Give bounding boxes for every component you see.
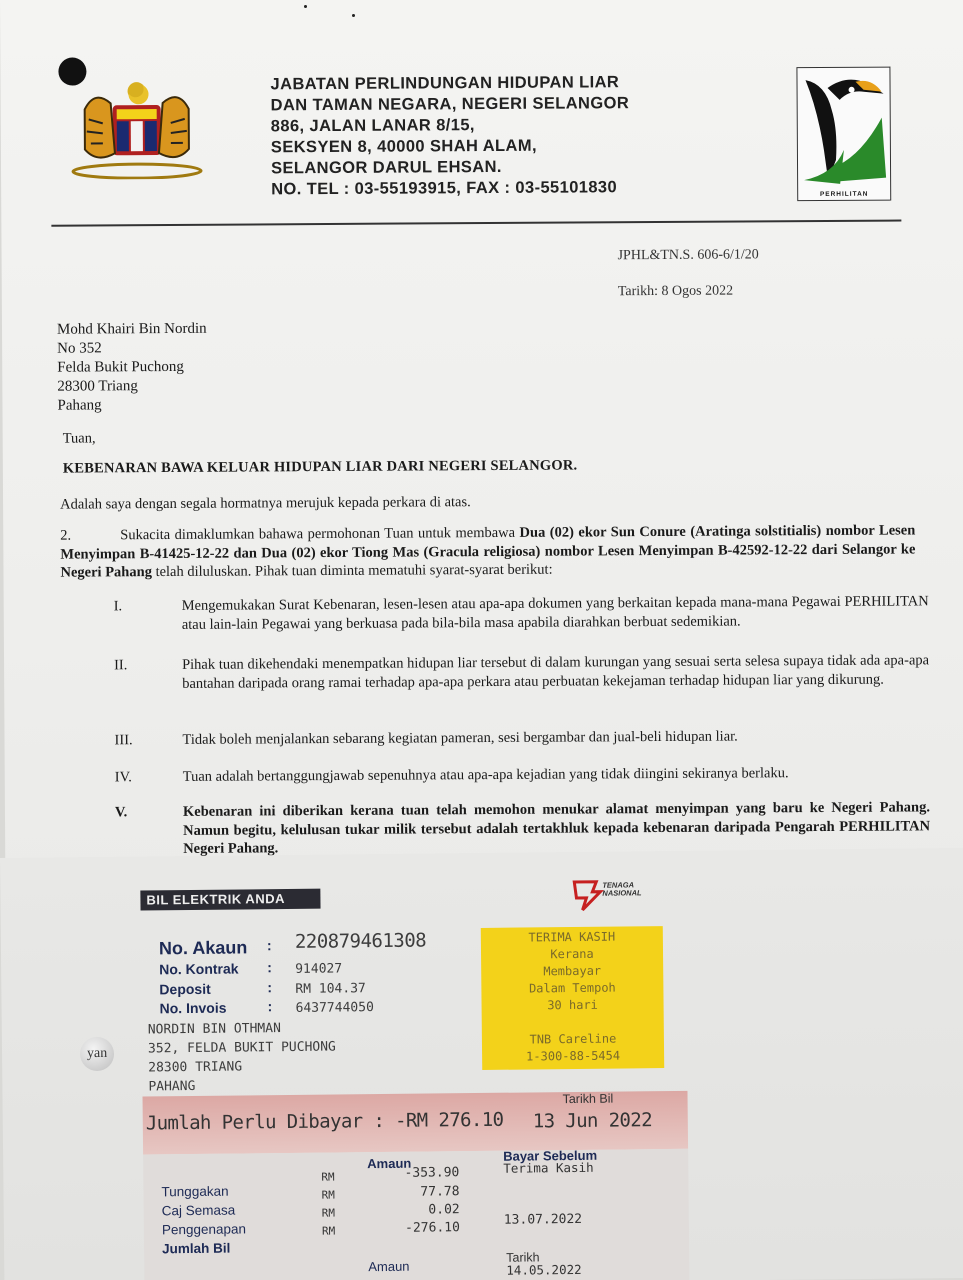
condition-item (114, 651, 929, 693)
colon: : (266, 937, 272, 954)
row-label: Tunggakan (161, 1183, 229, 1200)
amount-column-header: Amaun (367, 1155, 412, 1172)
recipient-line: Pahang (57, 397, 102, 414)
bill-header: BIL ELEKTRIK ANDA (140, 889, 320, 911)
org-line: DAN TAMAN NEGARA, NEGERI SELANGOR (270, 94, 630, 115)
recipient-address (57, 320, 207, 416)
thanks-line: Kerana (550, 946, 594, 962)
paragraph-text: Sukacita dimaklumkan bahawa permohonan Tuan untuk membawa (120, 524, 520, 544)
contract-number-label: No. Kontrak (159, 960, 239, 978)
paragraph-bold-text: Dua (02) ekor Sun Conure (Aratinga solstitialis) nombor Lesen Menyimpan B-41425-12-22 dan Dua (02) ekor Tiong Mas (Gracula religiosa) nombor Lesen Menyimpan B-42592-12-22 dari Selangor ke Negeri Pahang (60, 522, 916, 581)
letter-subject: KEBENARAN BAWA KELUAR HIDUPAN LIAR DARI NEGERI SELANGOR. (62, 457, 578, 477)
row-label: Caj Semasa (161, 1202, 236, 1219)
colon: : (267, 959, 272, 976)
org-line: JABATAN PERLINDUNGAN HIDUPAN LIAR (270, 73, 620, 94)
logo-caption: PERHILITAN (819, 190, 869, 198)
tnb-brand-line: NASIONAL (602, 888, 642, 898)
condition-text: Pihak tuan dikehendaki menempatkan hidupan liar tersebut di dalam kurungan yang sesuai serta selesa supaya tidak ada apa-apa bantahan daripada orang ramai terhadap apa-apa perkara atau perbuatan kekejaman terhadap hidupan liar yang dikurung. (182, 652, 930, 692)
row-label: Penggenapan (161, 1221, 247, 1238)
recipient-line: Felda Bukit Puchong (57, 358, 184, 376)
invoice-number-label: No. Invois (159, 999, 227, 1017)
condition-text: Kebenaran ini diberikan kerana tuan telah memohon menukar alamat menyimpan yang baru ke Negeri Pahang. Namun begitu, kelulusan tukar milik tersebut adalah tertakhluk kepada kebenaran daripada Pengarah PERHILITAN Negeri Pahang. (182, 799, 931, 857)
margin-note-badge: yan (80, 1037, 114, 1071)
paragraph-1: Adalah saya dengan segala hormatnya merujuk kepada perkara di atas. (60, 494, 471, 513)
careline-label: TNB Careline (529, 1031, 617, 1047)
row-amount: -353.90 (404, 1165, 460, 1181)
condition-item (114, 592, 929, 634)
speck (304, 5, 307, 8)
recipient-line: No 352 (57, 340, 102, 357)
currency-label: RM (321, 1170, 335, 1184)
thanks-line: Dalam Tempoh (528, 980, 616, 996)
customer-address-line: NORDIN BIN OTHMAN (147, 1021, 281, 1038)
condition-numeral: III. (114, 732, 133, 749)
account-number-value: 220879461308 (294, 929, 427, 953)
amount-due: Jumlah Perlu Dibayar : -RM 276.10 (145, 1108, 504, 1135)
organization-header (270, 72, 629, 200)
tnb-brand-text (602, 881, 641, 897)
org-line: NO. TEL : 03-55193915, FAX : 03-55101830 (271, 178, 618, 199)
careline-number: 1-300-88-5454 (526, 1048, 621, 1064)
org-line: SEKSYEN 8, 40000 SHAH ALAM, (270, 136, 537, 157)
recipient-line: Mohd Khairi Bin Nordin (56, 320, 207, 338)
amount-label-2: Amaun (368, 1258, 410, 1275)
date-value-2: 14.05.2022 (506, 1261, 582, 1278)
thank-you-small: Terima Kasih (503, 1159, 594, 1176)
condition-numeral: I. (113, 598, 123, 615)
spacer (482, 1013, 664, 1032)
condition-text: Tuan adalah bertanggungjawab sepenuhnya atau apa-apa kejadian yang tidak diingini sekiranya berlaku. (182, 765, 789, 785)
currency-label: RM (321, 1188, 335, 1202)
customer-address-line: 28300 TRIANG (148, 1059, 243, 1076)
row-amount: 77.78 (420, 1184, 460, 1200)
thanks-line: TERIMA KASIH (528, 929, 616, 945)
customer-address (148, 1018, 337, 1096)
condition-text: Mengemukakan Surat Kebenaran, lesen-lesen atau apa-apa dokumen yang berkaitan kepada mana-mana Pegawai PERHILITAN atau lain-lain Pegawai yang berkuasa pada bila-bila masa apabila diarahkan berbuat sedemikian. (181, 593, 929, 633)
row-amount: 0.02 (428, 1202, 460, 1218)
date-label-2: Tarikh (506, 1250, 540, 1265)
row-amount: -276.10 (405, 1220, 460, 1236)
invoice-number-value: 6437744050 (295, 1000, 374, 1016)
malaysia-coat-of-arms-icon (66, 79, 207, 180)
thank-you-box (481, 926, 664, 1070)
salutation: Tuan, (62, 430, 96, 447)
paragraph-number: 2. (60, 527, 72, 544)
customer-address-line: PAHANG (148, 1078, 196, 1095)
deposit-label: Deposit (159, 980, 211, 998)
header-divider (51, 219, 901, 226)
recipient-line: 28300 Triang (57, 378, 138, 395)
reference-number: JPHL&TN.S. 606-6/1/20 (617, 247, 759, 264)
currency-label: RM (321, 1224, 336, 1238)
due-date: 13.07.2022 (503, 1211, 583, 1228)
letter-date: Tarikh: 8 Ogos 2022 (617, 283, 734, 300)
condition-numeral: II. (114, 657, 128, 674)
paragraph-text: telah diluluskan. Pihak tuan diminta mematuhi syarat-syarat berikut: (151, 561, 553, 581)
paragraph-2 (60, 521, 915, 582)
customer-address-line: 352, FELDA BUKIT PUCHONG (147, 1039, 336, 1057)
org-line: 886, JALAN LANAR 8/15, (270, 116, 475, 136)
bill-date-value: 13 Jun 2022 (532, 1109, 653, 1133)
thanks-line: 30 hari (547, 997, 598, 1013)
account-number-label: No. Akaun (158, 937, 248, 959)
colon: : (267, 998, 273, 1015)
condition-item (115, 763, 930, 786)
colon: : (267, 979, 273, 996)
condition-numeral: V. (114, 804, 128, 821)
perhilitan-logo (796, 67, 891, 202)
speck (352, 14, 355, 17)
condition-numeral: IV. (114, 769, 132, 786)
row-label: Jumlah Bil (162, 1240, 231, 1257)
thanks-line: Membayar (543, 963, 602, 979)
electricity-bill (0, 848, 963, 1280)
deposit-value: RM 104.37 (295, 981, 366, 997)
pay-before-header: Bayar Sebelum (503, 1147, 598, 1164)
org-line: SELANGOR DARUL EHSAN. (270, 157, 502, 178)
hornbill-icon (797, 68, 890, 187)
condition-item (114, 726, 929, 749)
currency-label: RM (321, 1206, 336, 1220)
contract-number-value: 914027 (295, 961, 343, 977)
condition-text: Tidak boleh menjalankan sebarang kegiatan pameran, sesi bergambar dan jual-beli hidupan liar. (182, 728, 738, 748)
bill-date-label: Tarikh Bil (562, 1091, 614, 1107)
tnb-brand-line: TENAGA (602, 880, 635, 890)
